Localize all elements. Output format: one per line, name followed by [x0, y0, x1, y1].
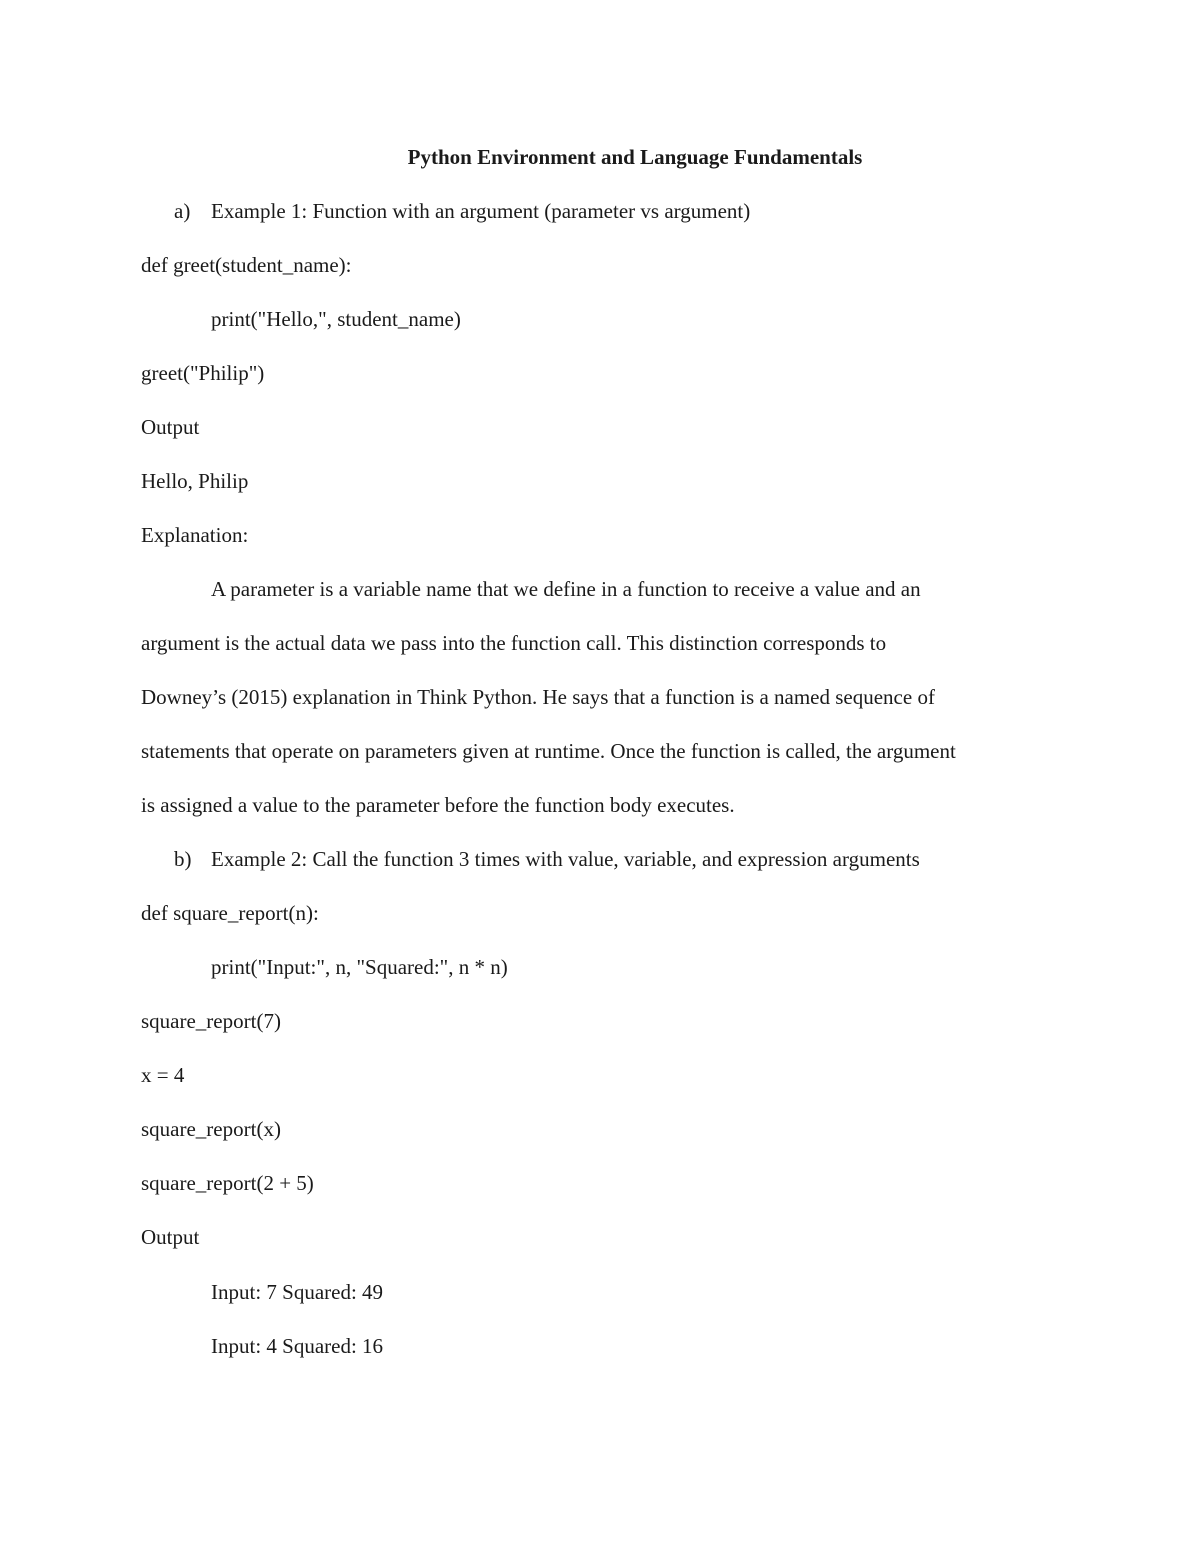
- code-line: def square_report(n):: [141, 901, 319, 925]
- explanation-line: statements that operate on parameters given at runtime. Once the function is called, the argument: [141, 739, 956, 763]
- code-line: print("Input:", n, "Squared:", n * n): [211, 955, 508, 979]
- section-b-heading: Example 2: Call the function 3 times with value, variable, and expression arguments: [211, 847, 920, 871]
- list-marker-b: b): [174, 847, 192, 871]
- code-line: def greet(student_name):: [141, 253, 352, 277]
- output-text: Hello, Philip: [141, 469, 249, 493]
- document-title: Python Environment and Language Fundamentals: [407, 145, 863, 169]
- output-label: Output: [141, 1225, 200, 1249]
- explanation-line: argument is the actual data we pass into the function call. This distinction corresponds to: [141, 631, 887, 655]
- code-line: square_report(2 + 5): [141, 1171, 314, 1195]
- explanation-line: Downey’s (2015) explanation in Think Python. He says that a function is a named sequence of: [141, 685, 935, 709]
- section-a-heading: Example 1: Function with an argument (parameter vs argument): [211, 199, 751, 223]
- explanation-line: A parameter is a variable name that we define in a function to receive a value and an: [211, 577, 921, 601]
- code-line: print("Hello,", student_name): [211, 307, 461, 331]
- explanation-label: Explanation:: [141, 523, 249, 547]
- output-text: Input: 4 Squared: 16: [211, 1334, 384, 1358]
- code-line: square_report(x): [141, 1117, 281, 1141]
- output-label: Output: [141, 415, 200, 439]
- code-line: square_report(7): [141, 1009, 281, 1033]
- output-text: Input: 7 Squared: 49: [211, 1280, 384, 1304]
- code-line: greet("Philip"): [141, 361, 265, 385]
- explanation-line: is assigned a value to the parameter before the function body executes.: [141, 793, 735, 817]
- code-line: x = 4: [141, 1063, 185, 1087]
- list-marker-a: a): [174, 199, 191, 223]
